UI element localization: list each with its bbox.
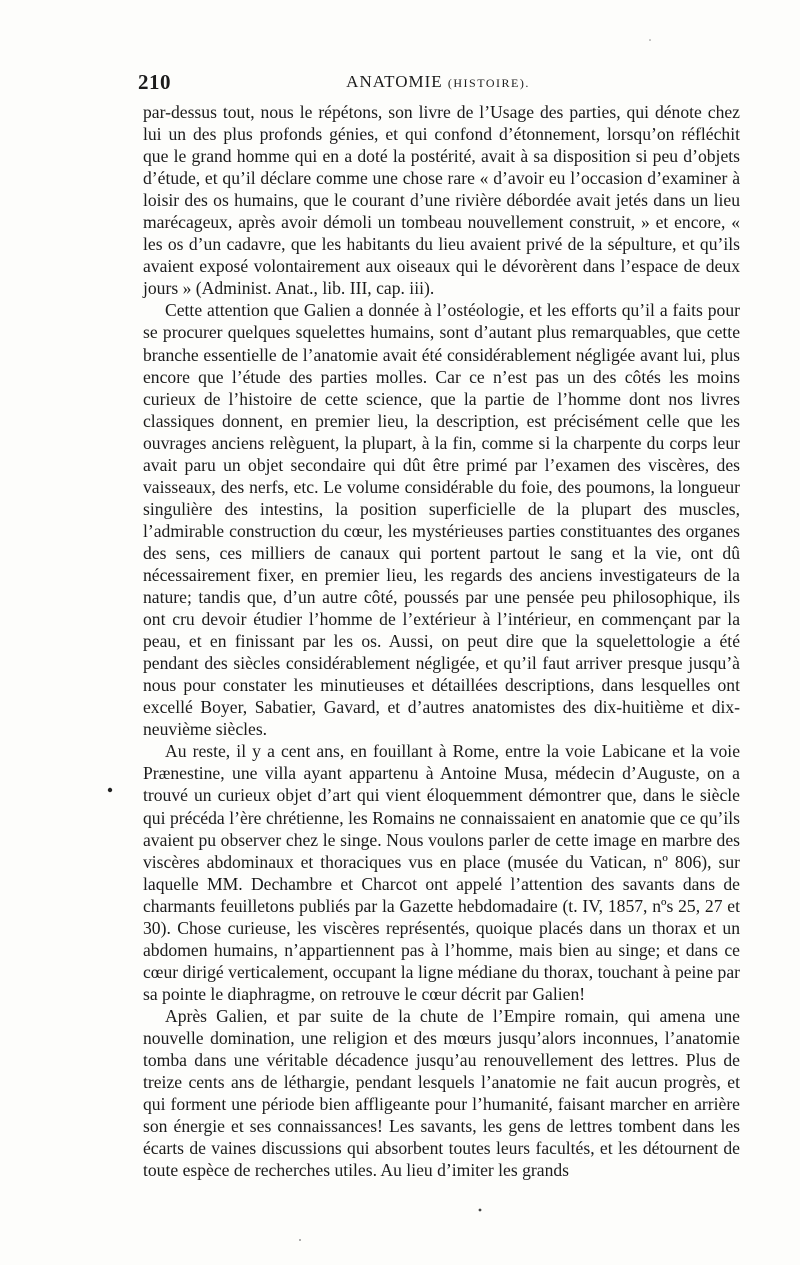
running-title-sub: (HISTOIRE). (447, 76, 530, 90)
page-number: 210 (138, 70, 171, 94)
paragraph-4: Après Galien, et par suite de la chute de l’Empire romain, qui amena une nouvelle domination, une religion et des mœurs jusqu’alors inconnues, l’anatomie tomba dans une véritable décadence jusqu’au renouvellement des lettres. Plus de treize cents ans de léthargie, pendant lesquels l’anatomie ne fait aucun progrès, et qui forment une période bien affligeante pour l’humanité, faisant marcher en arrière son énergie et ses connaissances! Les savants, les gens de lettres tombent dans les écarts de vaines discussions qui absorbent toutes leurs facultés, et les détournent de toute espèce de recherches utiles. Au lieu d’imiter les grands (143, 1005, 740, 1181)
running-title (138, 72, 738, 92)
running-head (138, 70, 738, 96)
running-title-main: ANATOMIE (346, 72, 443, 91)
paragraph-2: Cette attention que Galien a donnée à l’ostéologie, et les efforts qu’il a faits pour se procurer quelques squelettes humains, sont d’autant plus remarquables, que cette branche essentielle de l’anatomie avait été considérablement négligée avant lui, plus encore que l’étude des parties molles. Car ce n’est pas un des côtés les moins curieux de l’histoire de cette science, que la partie de l’homme dont nos livres classiques donnent, en premier lieu, la description, est précisément celle que les ouvrages anciens relèguent, la plupart, à la fin, comme si la charpente du corps leur avait paru un objet secondaire qui dût être primé par l’examen des viscères, des vaisseaux, des nerfs, etc. Le volume considérable du foie, des poumons, la longueur singulière des intestins, la position superficielle de la plupart des muscles, l’admirable construction du cœur, les mystérieuses parties constituantes des organes des sens, ces milliers de canaux qui portent partout le sang et la vie, ont dû nécessairement fixer, en premier lieu, les regards des anciens investigateurs de la nature; tandis que, d’un autre côté, poussés par une pensée peu philosophique, ils ont cru devoir étudier l’homme de l’extérieur à l’intérieur, en commençant par la peau, et en finissant par les os. Aussi, on peut dire que la squelettologie a été pendant des siècles considérablement négligée, et qu’il faut arriver presque jusqu’à nous pour constater les minutieuses et détaillées descriptions, dans lesquelles ont excellé Boyer, Sabatier, Gavard, et d’autres anatomistes des dix-huitième et dix-neuvième siècles. (143, 300, 740, 740)
paragraph-3: Au reste, il y a cent ans, en fouillant à Rome, entre la voie Labicane et la voie Prænestine, une villa ayant appartenu à Antoine Musa, médecin d’Auguste, on a trouvé un curieux objet d’art qui vient éloquemment démontrer que, dans le siècle qui précéda l’ère chrétienne, les Romains ne connaissaient en anatomie que ce qu’ils avaient pu observer chez le singe. Nous voulons parler de cette image en marbre des viscères abdominaux et thoraciques vus en place (musée du Vatican, nº 806), sur laquelle MM. Dechambre et Charcot ont appelé l’attention des savants dans de charmants feuilletons publiés par la Gazette hebdomadaire (t. IV, 1857, nºs 25, 27 et 30). Chose curieuse, les viscères représentés, quoique placés dans un thorax et un abdomen humains, n’appartiennent pas à l’homme, mais bien au singe; et dans ce cœur dirigé verticalement, occupant la ligne médiane du thorax, touchant à peine par sa pointe le diaphragme, on retrouve le cœur décrit par Galien! (143, 741, 740, 1004)
paragraph-1: par-dessus tout, nous le répétons, son livre de l’Usage des parties, qui dénote chez lui un des plus profonds génies, et qui confond d’étonnement, lorsqu’on réfléchit que le grand homme qui en a doté la postérité, avait à sa disposition si peu d’objets d’étude, et qu’il déclare comme une chose rare « d’avoir eu l’occasion d’examiner à loisir des os humains, que le courant d’une rivière débordée avait jetés dans un lieu marécageux, après avoir démoli un tombeau nouvellement construit, » et encore, « les os d’un cadavre, que les habitants du lieu avaient privé de la sépulture, et qu’ils avaient exposé volontairement aux oiseaux qui le dévorèrent dans l’espace de deux jours » (Administ. Anat., lib. III, cap. iii). (143, 102, 740, 299)
body-text (143, 101, 740, 1181)
